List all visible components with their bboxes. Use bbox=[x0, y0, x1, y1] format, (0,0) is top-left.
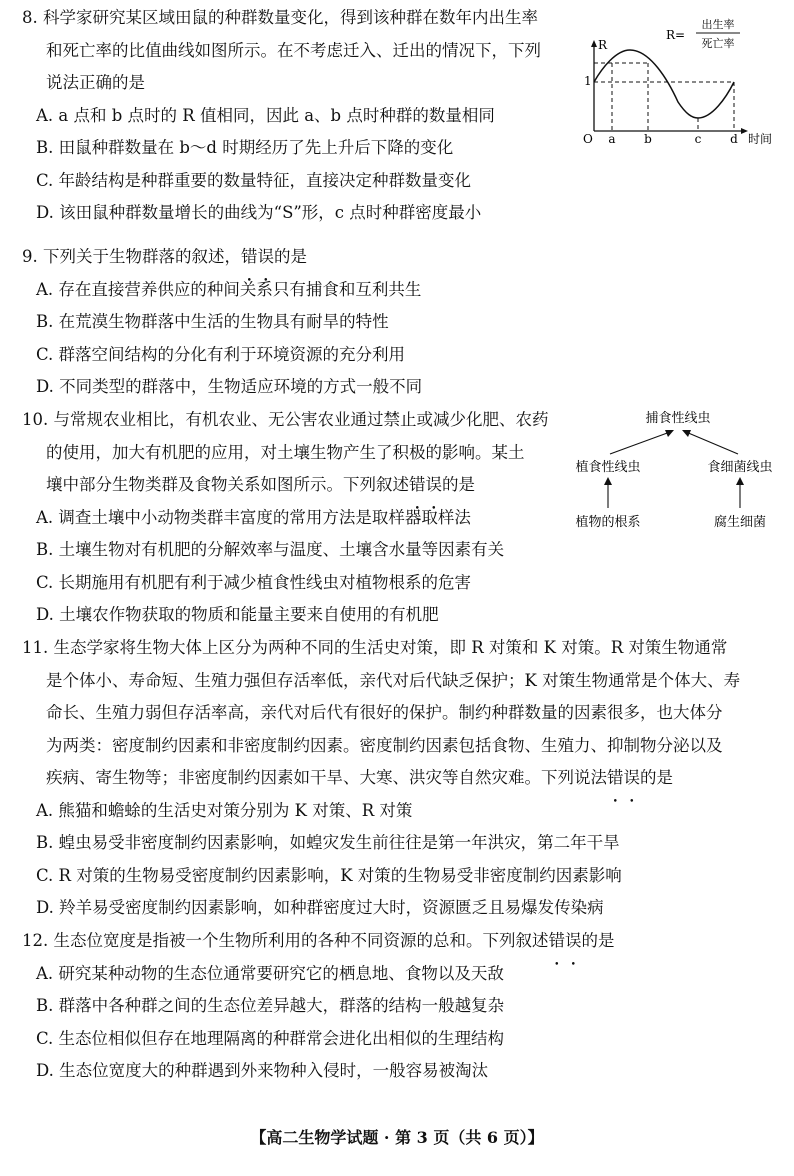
q8-origin-label: O bbox=[583, 132, 593, 146]
q9-option-d: D. 不同类型的群落中，生物适应环境的方式一般不同 bbox=[36, 377, 423, 396]
q11-stem-line4: 为两类：密度制约因素和非密度制约因素。密度制约因素包括食物、生殖力、抑制物分泌以及 bbox=[46, 735, 723, 755]
q10-option-b: B. 土壤生物对有机肥的分解效率与温度、土壤含水量等因素有关 bbox=[36, 540, 505, 559]
q8-x-label-d: d bbox=[730, 132, 738, 146]
q8-option-c: C. 年龄结构是种群重要的数量特征，直接决定种群数量变化 bbox=[36, 170, 472, 190]
q12-emphasis-char2: 误 bbox=[565, 931, 582, 950]
q8-x-axis-label: 时间 bbox=[748, 132, 773, 146]
web-node-predatory-nematode: 捕食性线虫 bbox=[645, 411, 711, 426]
q8-x-label-b: b bbox=[644, 132, 652, 146]
q11-option-d: D. 羚羊易受密度制约因素影响，如种群密度过大时，资源匮乏且易爆发传染病 bbox=[36, 898, 604, 917]
q8-y-tick-one: 1 bbox=[584, 74, 592, 88]
q10-option-a: A. 调查土壤中小动物类群丰富度的常用方法是取样器取样法 bbox=[36, 507, 471, 527]
web-node-bacterivorous-nematode: 食细菌线虫 bbox=[707, 460, 773, 475]
q11-option-c: C. R 对策的生物易受密度制约因素影响，K 对策的生物易受非密度制约因素影响 bbox=[36, 865, 622, 885]
question-11 bbox=[22, 632, 740, 925]
q11-stem-line3: 命长、生殖力弱但存活率高，亲代对后代有很好的保护。制约种群数量的因素很多，也大体分 bbox=[46, 703, 723, 722]
q8-stem-line3: 说法正确的是 bbox=[46, 73, 145, 92]
q11-emphasis-char2: 误 bbox=[623, 768, 640, 787]
q11-option-a: A. 熊猫和蟾蜍的生活史对策分别为 K 对策、R 对策 bbox=[36, 800, 413, 820]
q10-option-d: D. 土壤农作物获取的物质和能量主要来自使用的有机肥 bbox=[36, 605, 439, 624]
q10-stem-line3: 壤中部分生物类群及食物关系如图所示。下列叙述错误的是 bbox=[22, 469, 549, 502]
q10-food-web-diagram bbox=[566, 402, 788, 534]
q8-stem-line1: 8. 科学家研究某区域田鼠的种群数量变化，得到该种群在数年内出生率 bbox=[22, 8, 538, 27]
q12-stem: 12. 生态位宽度是指被一个生物所利用的各种不同资源的总和。下列叙述错误的是 bbox=[22, 925, 615, 958]
q10-emphasis-char2: 误 bbox=[425, 475, 442, 494]
web-node-saprophytic-bacteria: 腐生细菌 bbox=[713, 515, 767, 530]
q10-stem-line2: 的使用，加大有机肥的应用，对土壤生物产生了积极的影响。某土 bbox=[46, 442, 525, 462]
q8-y-axis-label: R bbox=[598, 38, 608, 52]
q8-stem-line2: 和死亡率的比值曲线如图所示。在不考虑迁入、迁出的情况下，下列 bbox=[46, 40, 541, 60]
q11-stem-line5: 疾病、寄生物等；非密度制约因素如干旱、大寒、洪灾等自然灾难。下列说法错误的是 bbox=[22, 762, 740, 795]
question-10 bbox=[22, 404, 549, 632]
question-12 bbox=[22, 925, 615, 1088]
q10-option-c: C. 长期施用有机肥有利于减少植食性线虫对植物根系的危害 bbox=[36, 572, 472, 592]
q9-stem: 9. 下列关于生物群落的叙述，错误的是 bbox=[22, 241, 422, 274]
page-footer: 【高二生物学试题 · 第 3 页（共 6 页）】 bbox=[250, 1128, 544, 1147]
q8-ratio-curve bbox=[594, 50, 734, 118]
q8-birth-death-ratio-graph bbox=[578, 8, 788, 153]
q8-option-b: B. 田鼠种群数量在 b～d 时期经历了先上升后下降的变化 bbox=[36, 138, 454, 157]
q11-stem-line1: 11. 生态学家将生物大体上区分为两种不同的生活史对策，即 R 对策和 K 对策。R 对策生物通常 bbox=[22, 638, 728, 657]
q8-option-d: D. 该田鼠种群数量增长的曲线为“S”形，c 点时种群密度最小 bbox=[36, 203, 482, 222]
q8-formula-numerator: 出生率 bbox=[701, 18, 735, 31]
web-node-herbivorous-nematode: 植食性线虫 bbox=[575, 460, 641, 475]
q9-emphasis-char1: 错 bbox=[241, 247, 258, 266]
q8-formula-lhs: R= bbox=[666, 28, 686, 42]
q11-emphasis-char1: 错 bbox=[607, 768, 624, 787]
q9-option-b: B. 在荒漠生物群落中生活的生物具有耐旱的特性 bbox=[36, 312, 389, 331]
q9-emphasis-char2: 误 bbox=[257, 247, 274, 266]
q8-x-label-a: a bbox=[608, 132, 616, 146]
question-8 bbox=[22, 2, 541, 230]
q9-option-c: C. 群落空间结构的分化有利于环境资源的充分利用 bbox=[36, 344, 406, 364]
q10-emphasis-char1: 错 bbox=[409, 475, 426, 494]
q8-x-label-c: c bbox=[694, 132, 702, 146]
web-node-plant-roots: 植物的根系 bbox=[575, 515, 641, 530]
q12-option-c: C. 生态位相似但存在地理隔离的种群常会进化出相似的生理结构 bbox=[36, 1028, 505, 1048]
q8-option-a: A. a 点和 b 点时的 R 值相同，因此 a、b 点时种群的数量相同 bbox=[36, 105, 495, 125]
q10-stem-line1: 10. 与常规农业相比，有机农业、无公害农业通过禁止或减少化肥、农药 bbox=[22, 410, 549, 429]
q12-option-d: D. 生态位宽度大的种群遇到外来物种入侵时，一般容易被淘汰 bbox=[36, 1061, 489, 1080]
q11-stem-line2: 是个体小、寿命短、生殖力强但存活率低，亲代对后代缺乏保护；K 对策生物通常是个体大、寿 bbox=[46, 670, 741, 690]
q9-option-a: A. 存在直接营养供应的种间关系只有捕食和互利共生 bbox=[36, 279, 422, 299]
question-9 bbox=[22, 241, 422, 404]
q12-emphasis-char1: 错 bbox=[548, 931, 565, 950]
q11-option-b: B. 蝗虫易受非密度制约因素影响，如蝗灾发生前往往是第一年洪灾，第二年干旱 bbox=[36, 833, 620, 852]
q8-formula-denominator: 死亡率 bbox=[701, 37, 735, 50]
q12-option-a: A. 研究某种动物的生态位通常要研究它的栖息地、食物以及天敌 bbox=[36, 963, 504, 983]
q12-option-b: B. 群落中各种群之间的生态位差异越大，群落的结构一般越复杂 bbox=[36, 996, 505, 1015]
